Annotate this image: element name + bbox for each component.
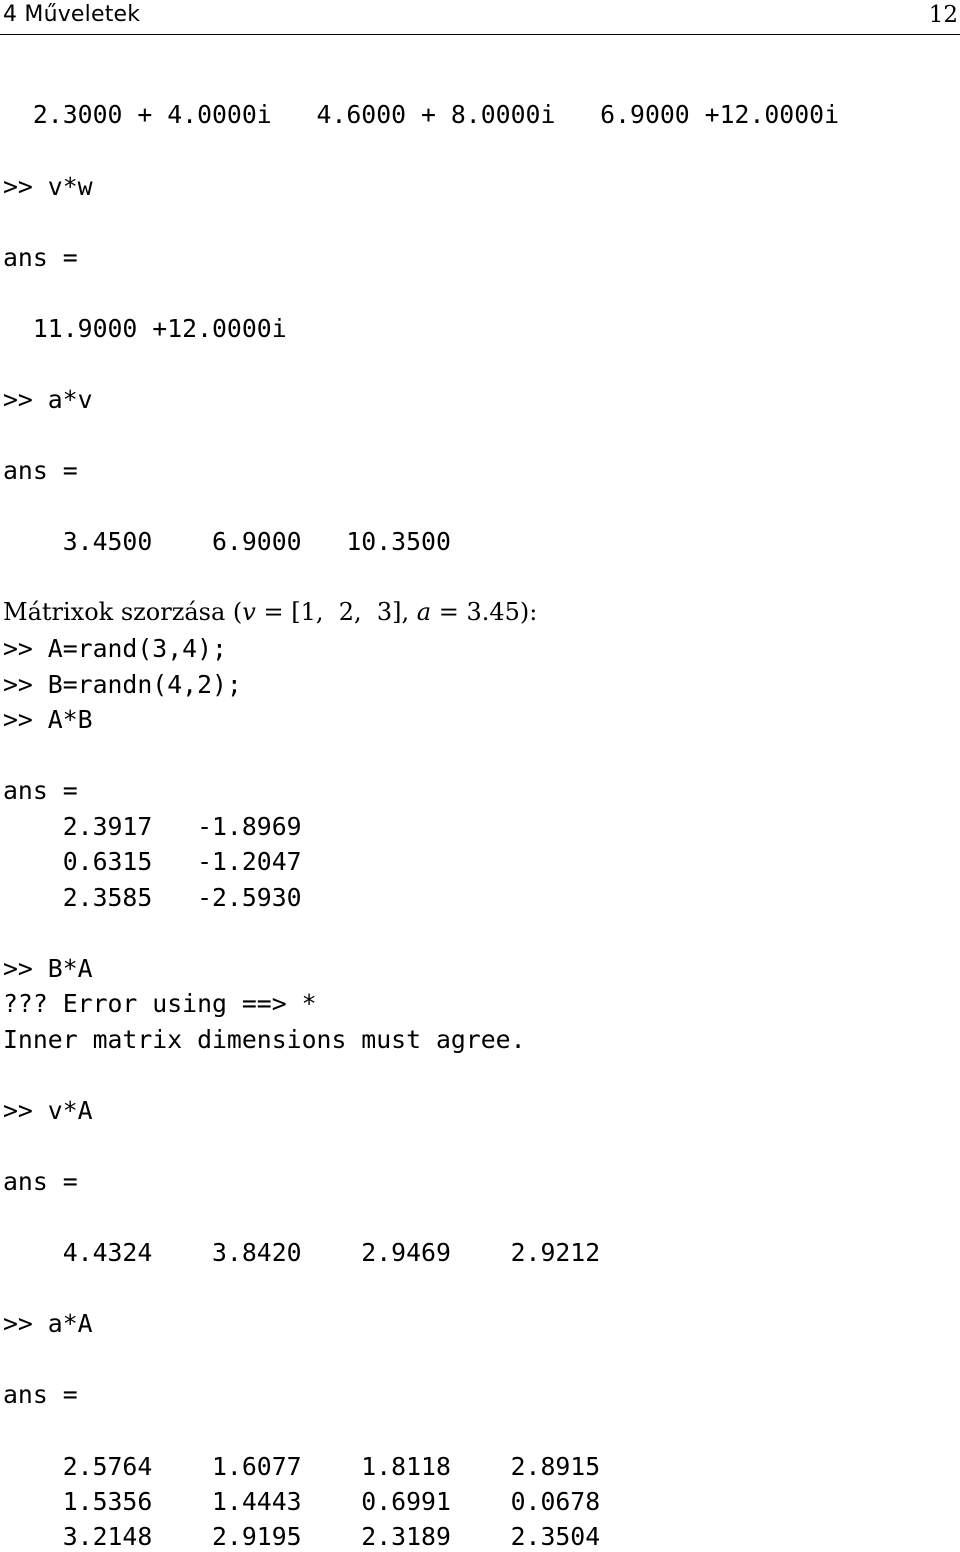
output-row: 11.9000 +12.0000i <box>3 314 287 343</box>
section-text-mid: = [1, 2, 3], <box>255 598 417 626</box>
ans-label: ans = <box>3 776 78 805</box>
output-row: 1.5356 1.4443 0.6991 0.0678 <box>3 1487 601 1516</box>
command-line: >> v*w <box>3 172 93 201</box>
ans-label: ans = <box>3 1167 78 1196</box>
output-row: 2.5764 1.6077 1.8118 2.8915 <box>3 1452 601 1481</box>
output-row: 0.6315 -1.2047 <box>3 847 302 876</box>
command-line: >> B=randn(4,2); <box>3 670 242 699</box>
output-row: 4.4324 3.8420 2.9469 2.9212 <box>3 1238 601 1267</box>
section-text <box>3 597 537 627</box>
ans-label: ans = <box>3 1380 78 1409</box>
math-var-a: a <box>416 598 432 626</box>
command-line: >> B*A <box>3 954 93 983</box>
output-row: 2.3917 -1.8969 <box>3 812 302 841</box>
output-row: 3.4500 6.9000 10.3500 <box>3 527 451 556</box>
command-line: >> a*A <box>3 1309 93 1338</box>
page-number: 12 <box>928 2 958 28</box>
ans-label: ans = <box>3 243 78 272</box>
command-line: >> a*v <box>3 385 93 414</box>
math-var-v: v <box>242 598 256 626</box>
section-text-suffix: = 3.45): <box>431 598 538 626</box>
ans-label: ans = <box>3 456 78 485</box>
chapter-title: 4 Műveletek <box>3 2 141 27</box>
command-line: >> v*A <box>3 1096 93 1125</box>
error-message: ??? Error using ==> * <box>3 989 317 1018</box>
command-line: >> A*B <box>3 705 93 734</box>
error-message: Inner matrix dimensions must agree. <box>3 1025 526 1054</box>
output-row: 2.3000 + 4.0000i 4.6000 + 8.0000i 6.9000 +12.0000i <box>3 100 840 129</box>
output-row: 3.2148 2.9195 2.3189 2.3504 <box>3 1522 601 1551</box>
page-header <box>0 0 960 35</box>
output-row: 2.3585 -2.5930 <box>3 883 302 912</box>
command-line: >> A=rand(3,4); <box>3 634 227 663</box>
section-text-prefix: Mátrixok szorzása ( <box>3 598 243 626</box>
